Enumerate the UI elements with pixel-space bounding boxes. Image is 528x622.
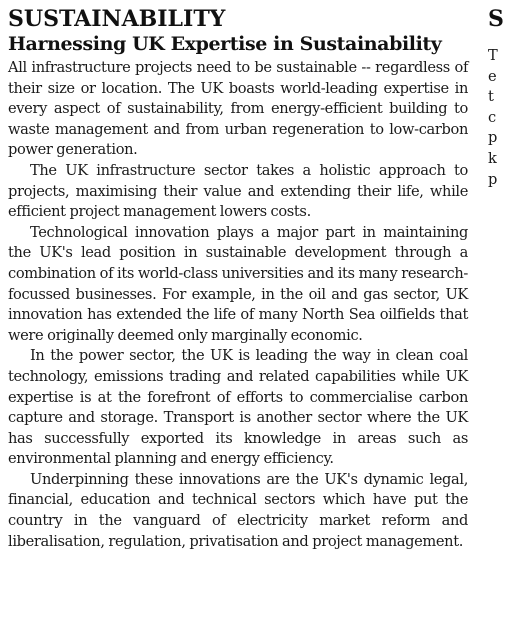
paragraph-holistic: The UK infrastructure sector takes a holistic approach to projects, maximising their value and extending their life, while efficient project management lowers costs. bbox=[8, 161, 468, 221]
adjacent-line: c bbox=[488, 108, 497, 126]
adjacent-line: t bbox=[488, 88, 494, 106]
adjacent-line: p bbox=[488, 170, 498, 188]
paragraph-innovation: Technological innovation plays a major part in maintaining the UK's lead position in sustainable development through a combination of its world-class universities and its many research-focussed businesses. For example, in the oil and gas sector, UK innovation has extended the life of many North Sea oilfields that were originally deemed only marginally economic. bbox=[8, 223, 468, 344]
adjacent-line: T bbox=[488, 47, 498, 64]
section-heading: SUSTAINABILITY bbox=[8, 6, 226, 32]
article-column bbox=[8, 6, 468, 552]
adjacent-heading-fragment: S bbox=[488, 6, 504, 32]
adjacent-line: p bbox=[488, 129, 498, 147]
article-headline: Harnessing UK Expertise in Sustainability bbox=[8, 33, 442, 55]
adjacent-line: e bbox=[488, 67, 497, 85]
adjacent-line: k bbox=[488, 149, 497, 167]
adjacent-column-fragment bbox=[488, 6, 528, 190]
paragraph-intro: All infrastructure projects need to be sustainable -- regardless of their size or location. The UK boasts world-leading expertise in every aspect of sustainability, from energy-efficient building to waste management and from urban regeneration to low-carbon power generation. bbox=[8, 59, 468, 159]
article-body bbox=[8, 58, 468, 552]
paragraph-underpinning: Underpinning these innovations are the UK's dynamic legal, financial, education and technical sectors which have put the country in the vanguard of electricity market reform and liberalisation, regulation, privatisation and project management. bbox=[8, 470, 468, 550]
paragraph-power: In the power sector, the UK is leading the way in clean coal technology, emissions trading and related capabilities while UK expertise is at the forefront of efforts to commercialise carbon capture and storage. Transport is another sector where the UK has successfully exported its knowledge in areas such as environmental planning and energy efficiency. bbox=[8, 347, 468, 468]
adjacent-text-fragment bbox=[488, 46, 528, 190]
